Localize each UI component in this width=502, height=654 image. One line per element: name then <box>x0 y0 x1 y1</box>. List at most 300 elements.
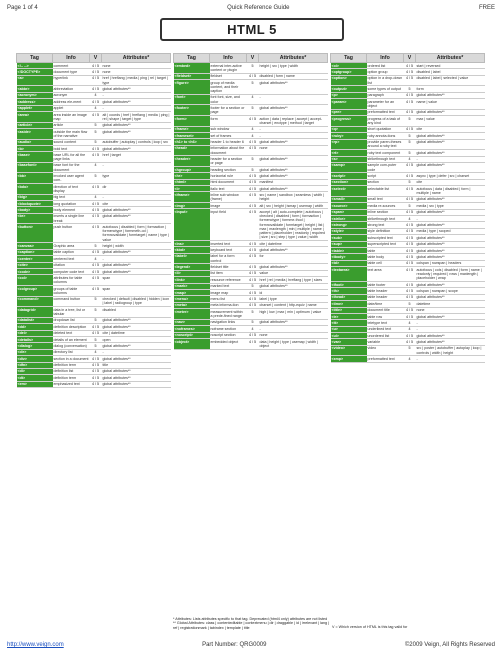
tag-attributes: global attributes** <box>259 283 328 289</box>
tag-name: <center> <box>17 256 53 262</box>
tag-name: <header> <box>174 156 210 167</box>
tag-version: 4 / 5 <box>90 111 102 122</box>
tag-attributes: global attributes** <box>416 281 485 287</box>
tag-version: 4 / 5 <box>247 186 259 192</box>
tag-version: 4 / 5 <box>90 213 102 224</box>
tag-info: citation <box>53 262 90 268</box>
tag-attributes: cite <box>416 126 485 132</box>
free-label: FREE <box>478 5 495 11</box>
header-attributes: Attributes* <box>416 54 485 63</box>
table-header-row <box>331 54 485 63</box>
tag-attributes: global attributes** <box>416 333 485 339</box>
tag-name: <caption> <box>17 249 53 255</box>
tag-info: command button <box>53 296 90 307</box>
tag-info: body element <box>53 207 90 213</box>
tag-name: <q> <box>331 126 367 132</box>
tag-name: <meter> <box>174 309 210 320</box>
tag-attributes: global attributes** <box>259 105 328 116</box>
tag-info: inline sub window (frame) <box>210 192 247 203</box>
tag-attributes: global attributes** <box>416 313 485 319</box>
tag-version: 4 <box>90 256 102 262</box>
tag-name: <sup> <box>331 241 367 247</box>
tag-version: 4 / 5 <box>247 332 259 338</box>
tag-name: <font> <box>174 94 210 105</box>
tag-name: <optgroup> <box>331 69 367 75</box>
tag-attributes: disabled | label | selected | value <box>416 75 485 86</box>
tag-name: <output> <box>331 86 367 92</box>
tag-info: table header <box>367 294 404 300</box>
tag-attributes: global attributes** <box>259 173 328 179</box>
tag-attributes: type <box>102 173 171 184</box>
tag-name: <link> <box>174 277 210 283</box>
tag-name: <aside> <box>17 128 53 139</box>
tag-attributes: disabled | label <box>416 69 485 75</box>
tag-table-3 <box>330 53 485 363</box>
tag-version: 4 / 5 <box>90 269 102 275</box>
tag-name: <object> <box>174 338 210 349</box>
tag-info: navigation links <box>210 319 247 325</box>
tag-version: 5 <box>90 139 102 145</box>
tag-info: footer for a section or page <box>210 105 247 116</box>
tag-info: directory list <box>53 349 90 355</box>
tag-info: some types of output <box>367 86 404 92</box>
tag-version: 4 <box>90 105 102 111</box>
tag-attributes: - <box>259 326 328 332</box>
tag-version: 4 / 5 <box>90 145 102 151</box>
tag-attributes: global attributes** <box>416 209 485 215</box>
table-row <box>17 75 171 86</box>
tag-name: <script> <box>331 173 367 179</box>
tag-info: measurement within a prede-fined range <box>210 309 247 320</box>
tag-info: header for a section or page <box>210 156 247 167</box>
table-header-row <box>17 54 171 63</box>
tag-info: outside the main flow of the narrative <box>53 128 90 139</box>
tag-attributes: global attributes** <box>102 86 171 92</box>
tag-info: computer code text <box>53 269 90 275</box>
tag-attributes: autofocus | cols | disabled | form | name | readonly | required | rows | maxlength | placeholder | wrap <box>416 267 485 282</box>
tag-info: preformatted text <box>367 109 404 115</box>
tag-info: table row <box>367 313 404 319</box>
tag-info: table body <box>367 254 404 260</box>
tag-name: <thead> <box>331 294 367 300</box>
tag-version: 5 <box>90 307 102 318</box>
tag-attributes: global attributes** <box>102 145 171 151</box>
table-row <box>174 115 328 126</box>
tag-name: <rp> <box>331 139 367 150</box>
tag-info: option in a drop-down list <box>367 76 403 85</box>
tag-info: document type <box>53 69 90 75</box>
tag-info: applet <box>53 105 90 111</box>
tag-version: 4 / 5 <box>90 262 102 268</box>
site-link[interactable]: http://www.veign.com <box>7 642 64 648</box>
tag-attributes: autofocus | disabled | form | formaction | formenctype | formmeth-od | formnovalidate | formtarget | name | type | value <box>102 225 169 242</box>
tag-info: parameter for an object <box>367 99 404 110</box>
tag-version: 5 <box>90 122 102 128</box>
tag-name: <base> <box>17 152 53 163</box>
tag-info: small text <box>367 196 404 202</box>
tag-attributes: global attributes** <box>416 247 485 253</box>
tag-attributes: none <box>259 145 328 156</box>
tag-info: font font, size, and color <box>210 94 247 105</box>
tag-attributes: href | target <box>102 152 171 163</box>
tag-version: 4 <box>247 132 259 138</box>
tag-name: <span> <box>331 209 367 215</box>
tag-version: 4 <box>404 356 416 362</box>
tag-info: italic text <box>210 186 247 192</box>
tag-info: document title <box>367 307 404 313</box>
tag-info: details of an element <box>53 336 90 342</box>
tag-name: <rt> <box>331 150 367 156</box>
tag-name: <nav> <box>174 319 210 325</box>
tag-attributes: global attributes** <box>416 339 485 345</box>
tag-attributes: src | poster | autobuffer | autoplay | loop | controls | width | height <box>416 345 485 356</box>
tag-attributes: span <box>102 285 171 296</box>
tag-info: dropdown list <box>53 317 90 323</box>
tag-info: inserted text <box>210 241 247 247</box>
tag-name: <section> <box>331 179 367 185</box>
tag-attributes: cite | datetime <box>259 241 328 247</box>
tag-version: 4 / 5 <box>247 179 259 185</box>
tag-name: <time> <box>331 301 367 307</box>
tag-version: 4 / 5 <box>404 109 416 115</box>
tag-version: 5 <box>90 336 102 342</box>
tag-version: 4 / 5 <box>404 288 416 294</box>
tag-name: <video> <box>331 345 367 356</box>
attributes-footnote: * Attributes: Lists attributes specific to that tag. Deprecated (html4 only) attributes are not listed ** Global Attributes: class | contenteditable | contextmenu | dir | draggable | id | irrelevant | lang | ref | registrationmark | tabindex | template | title <box>173 617 330 630</box>
tag-attributes: autofocus | data | disabled | form | multiple | name <box>416 186 485 197</box>
tag-name: <hr> <box>174 173 210 179</box>
tag-info: date/time <box>367 301 404 307</box>
tag-version: 4 / 5 <box>404 339 416 345</box>
tag-version: 4 <box>90 162 102 173</box>
tag-name: <var> <box>331 339 367 345</box>
table-row <box>17 111 171 122</box>
tag-version: 4 / 5 <box>90 356 102 362</box>
tag-info: article <box>53 122 90 128</box>
tag-info: progress of a task of any kind <box>367 116 404 127</box>
table-row <box>174 253 328 264</box>
tag-info: keyboard text <box>210 247 247 253</box>
tag-attributes: colspan | rowspan | scope <box>416 288 485 294</box>
tag-version: 4 <box>247 126 259 132</box>
table-row <box>174 94 328 105</box>
tag-version: 4 / 5 <box>404 228 416 234</box>
tag-attributes: global attributes** <box>416 254 485 260</box>
tag-attributes: global attributes** <box>102 128 171 139</box>
tag-table-2 <box>173 53 328 350</box>
tag-version: 4 / 5 <box>404 260 416 266</box>
tag-info: html document <box>210 179 247 185</box>
tag-version: 4 / 5 <box>247 290 259 296</box>
tag-name: <frameset> <box>174 132 210 138</box>
tag-name: <head> <box>174 145 210 156</box>
tag-attributes: none <box>259 332 328 338</box>
tag-version: 5 <box>247 309 259 320</box>
tag-version: 4 / 5 <box>247 247 259 253</box>
tag-info: emphasized text <box>53 381 90 387</box>
tag-name: <figure> <box>174 79 210 94</box>
tag-version: 5 <box>90 343 102 349</box>
tag-name: <ol> <box>331 63 367 69</box>
tag-info: table header <box>367 288 404 294</box>
tag-attributes: global attributes** <box>416 235 485 241</box>
tag-version: 4 / 5 <box>404 126 416 132</box>
table-row <box>331 267 485 282</box>
table-row <box>331 116 485 127</box>
tag-version: 5 <box>404 301 416 307</box>
tag-attributes: global attributes** <box>259 139 328 145</box>
tag-info: sound content <box>53 139 90 145</box>
tag-attributes: start | reversed <box>416 63 485 69</box>
tag-name: <option> <box>331 75 367 86</box>
tag-attributes: - <box>259 126 328 132</box>
tag-attributes: - <box>416 156 485 162</box>
tag-info: deleted text <box>53 330 90 336</box>
tag-name: <meta> <box>174 302 210 308</box>
tag-info: groups of table columns <box>53 285 90 296</box>
tag-version: 4 <box>404 216 416 222</box>
tag-version: 4 / 5 <box>90 99 102 105</box>
tag-info: direction of text display <box>53 184 90 195</box>
header-info: Info <box>367 54 404 63</box>
tag-version: 4 <box>404 326 416 332</box>
tag-version: 4 / 5 <box>404 254 416 260</box>
tag-attributes: disabled <box>102 307 171 318</box>
tag-info: table footer <box>367 281 404 287</box>
tag-name: <applet> <box>17 105 53 111</box>
tag-info: underlined text <box>367 326 404 332</box>
tag-version: 4 / 5 <box>247 73 259 79</box>
tag-name: <dir> <box>17 349 53 355</box>
tag-info: acronym <box>53 92 90 98</box>
tag-attributes: dir <box>102 184 171 195</box>
tag-attributes: autobuffer | autoplay | controls | loop | src <box>102 139 171 145</box>
table-row <box>17 184 171 195</box>
tag-version: 4 <box>404 156 416 162</box>
tag-version: 5 <box>404 139 416 150</box>
tag-info: paragraph <box>367 92 404 98</box>
tag-version: 4 / 5 <box>404 294 416 300</box>
tag-name: <form> <box>174 115 210 126</box>
tag-version: 4 / 5 <box>90 375 102 381</box>
tag-attributes: global attributes** <box>102 356 171 362</box>
tag-info: definition term <box>53 375 90 381</box>
tag-name: <ul> <box>331 333 367 339</box>
tag-info: Graphic area <box>53 243 90 249</box>
tag-name: <param> <box>331 99 367 110</box>
tag-attributes: global attributes** <box>102 343 171 349</box>
tag-info: menu list <box>210 296 247 302</box>
tag-info: definition description <box>53 324 90 330</box>
tag-version: 4 / 5 <box>90 184 102 195</box>
header-info: Info <box>210 54 247 63</box>
tag-attributes: global attributes** <box>102 381 171 387</box>
tag-name: <bb> <box>17 173 53 184</box>
tag-attributes: global attributes** <box>102 317 171 323</box>
tag-version: 5 <box>247 63 259 74</box>
tag-info: script <box>367 173 404 179</box>
tag-name: <datalist> <box>17 317 53 323</box>
tag-name: <div> <box>17 356 53 362</box>
table-row <box>17 275 171 286</box>
tag-attributes: name | value <box>416 99 485 110</box>
tag-info: address ele-ment <box>53 99 90 105</box>
tag-version: 5 <box>247 156 259 167</box>
tag-attributes: global attributes** <box>416 150 485 156</box>
tag-name: <title> <box>331 307 367 313</box>
tag-attributes: global attributes** <box>102 249 171 255</box>
tag-name: <label> <box>174 253 210 264</box>
tag-version: 4 / 5 <box>404 313 416 319</box>
header-version: V <box>90 54 102 63</box>
header-tag: Tag <box>17 54 53 63</box>
tag-version: 5 <box>90 317 102 323</box>
tag-info: definition list <box>53 368 90 374</box>
tag-info: selectable list <box>367 186 404 197</box>
tag-attributes: - <box>416 320 485 326</box>
tag-version: 4 / 5 <box>404 69 416 75</box>
copyright: ©2009 Veign, All Rights Reserved <box>404 642 495 648</box>
tag-name: <em> <box>17 381 53 387</box>
tag-name: <kbd> <box>174 247 210 253</box>
tag-attributes: src | name | sandbox | seamless | width | height <box>259 192 328 203</box>
tag-info: teletype text <box>367 320 404 326</box>
tag-name: <dl> <box>17 368 53 374</box>
tag-attributes: manifest <box>259 179 328 185</box>
tag-attributes: global attributes** <box>416 139 485 150</box>
tag-attributes: alt | coords | href | hreflang | media | ping | rel | shape | target | type <box>102 112 170 121</box>
tag-version: 4 / 5 <box>90 201 102 207</box>
tag-attributes: cite | datetime <box>102 330 171 336</box>
table-row <box>17 307 171 318</box>
tag-name: <textarea> <box>331 267 367 282</box>
tag-attributes: - <box>416 356 485 362</box>
tag-name: <area> <box>17 111 53 122</box>
tag-version: 4 / 5 <box>247 241 259 247</box>
tag-name: <b> <box>17 145 53 151</box>
tag-name: <audio> <box>17 139 53 145</box>
tag-attributes: max | value <box>416 116 485 127</box>
tag-version: 4 / 5 <box>90 275 102 286</box>
tag-version: 5 <box>404 116 416 127</box>
table-row <box>331 356 485 362</box>
tag-version: 4 / 5 <box>404 222 416 228</box>
tag-name: <br> <box>17 213 53 224</box>
tag-version: 4 / 5 <box>90 152 102 163</box>
table-row <box>174 156 328 167</box>
tag-attributes: - <box>102 256 171 262</box>
tag-name: <footer> <box>174 105 210 116</box>
tag-name: <pre> <box>331 109 367 115</box>
guide-title: Quick Reference Guide <box>227 5 290 11</box>
tag-attributes: action | data | replace | accept | accept-charset | enctype | method | target <box>259 115 328 126</box>
tag-attributes: global attributes** <box>102 368 171 374</box>
tag-version: 4 / 5 <box>404 209 416 215</box>
tag-version: 4 / 5 <box>90 324 102 330</box>
tag-attributes: href | hreflang | media | ping | rel | target | type <box>102 75 171 86</box>
table-row <box>17 173 171 184</box>
tag-name: <table> <box>331 247 367 253</box>
tag-version: 5 <box>404 133 416 139</box>
tag-version: 5 <box>404 179 416 185</box>
tag-column-3 <box>330 53 485 363</box>
tag-attributes: - <box>259 132 328 138</box>
tag-info: resource reference <box>210 277 247 283</box>
tag-info: marked text <box>210 283 247 289</box>
tag-version: 4 / 5 <box>90 224 102 243</box>
tag-name: <menu> <box>174 296 210 302</box>
tag-version: 4 / 5 <box>404 92 416 98</box>
bottom-bar <box>7 642 495 652</box>
tag-version: 4 / 5 <box>404 247 416 253</box>
tag-version: 5 <box>247 79 259 94</box>
tag-attributes: global attributes** <box>416 222 485 228</box>
tag-name: <li> <box>174 270 210 276</box>
tag-name: <map> <box>174 290 210 296</box>
tag-version: 4 <box>90 92 102 98</box>
tag-version: 4 / 5 <box>404 63 416 69</box>
tag-version: 4 / 5 <box>404 186 416 197</box>
table-header-row <box>174 54 328 63</box>
tag-attributes: global attributes** <box>416 294 485 300</box>
tag-name: <acronym> <box>17 92 53 98</box>
tag-info: fieldset <box>210 73 247 79</box>
tag-version: 4 / 5 <box>247 139 259 145</box>
tag-attributes: open <box>102 336 171 342</box>
tag-name: <dd> <box>17 324 53 330</box>
tag-info: label for a form control <box>210 253 247 264</box>
tag-name: <big> <box>17 194 53 200</box>
tag-version: 4 / 5 <box>90 285 102 296</box>
tag-info: short quotation <box>367 126 404 132</box>
tag-attributes: data | height | type | usemap | width | object <box>259 338 328 349</box>
tag-attributes: global attributes** <box>416 241 485 247</box>
tag-info: header 1 to header 6 <box>210 139 247 145</box>
tag-info: ruby annota-tions <box>367 133 404 139</box>
tag-attributes: - <box>259 94 328 105</box>
tag-version: 4 / 5 <box>247 203 259 209</box>
tag-name: <blockquote> <box>17 201 53 207</box>
page-title: HTML 5 <box>160 18 344 41</box>
tag-attributes: cite <box>102 201 171 207</box>
tag-name: <html> <box>174 179 210 185</box>
tag-version: 5 <box>247 283 259 289</box>
tag-attributes: - <box>102 194 171 200</box>
tag-info: image <box>210 203 247 209</box>
tag-attributes: checked | default | disabled | hidden | icon | label | radiogroup | type <box>102 297 170 306</box>
tag-attributes: form <box>416 86 485 92</box>
tag-version: 4 / 5 <box>90 207 102 213</box>
tag-name: <strike> <box>331 216 367 222</box>
tag-info: table <box>367 247 404 253</box>
tag-version: 4 / 5 <box>90 86 102 92</box>
tag-attributes: global attributes** <box>259 79 328 94</box>
tag-info: sample com-puter code <box>367 162 404 173</box>
tag-name: <sub> <box>331 235 367 241</box>
tag-name: <address> <box>17 99 53 105</box>
tag-info: group of media content, and their caption <box>210 79 247 94</box>
tag-info: ordered list <box>367 63 404 69</box>
tag-attributes: global attributes** <box>259 166 328 172</box>
tag-version: 5 <box>90 173 102 184</box>
tag-info: section <box>367 179 404 185</box>
tag-info: strikethrough text <box>367 156 404 162</box>
tag-attributes: global attributes** <box>102 207 171 213</box>
tag-version: 5 <box>247 166 259 172</box>
tag-attributes: - <box>102 105 171 111</box>
tag-version: 4 <box>90 194 102 200</box>
tag-name: <input> <box>174 209 210 241</box>
